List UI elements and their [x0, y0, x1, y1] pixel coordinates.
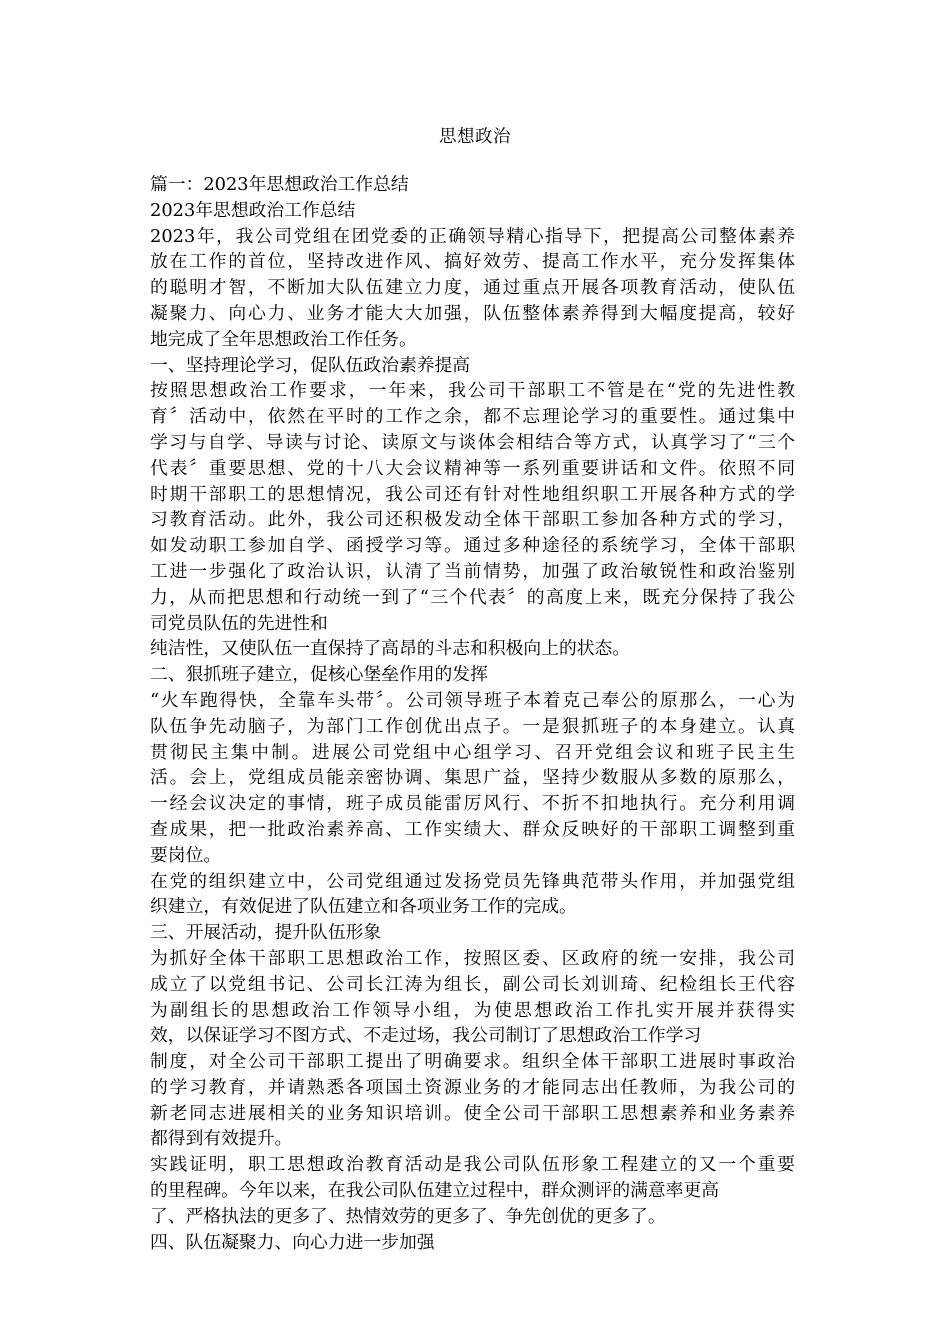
body-line: 二、狠抓班子建立，促核心堡垒作用的发挥	[150, 664, 488, 686]
body-line: 三、开展活动，提升队伍形象	[150, 922, 382, 944]
body-line: 司党员队伍的先进性和	[150, 612, 328, 634]
body-line: 为副组长的思想政治工作领导小组，为使思想政治工作扎实开展并获得实	[150, 999, 795, 1021]
body-line: 地完成了全年思想政治工作任务。	[150, 328, 417, 350]
body-line: 放在工作的首位，坚持改进作风、搞好效劳、提高工作水平，充分发挥集体	[150, 251, 795, 273]
body-line: 习教育活动。此外，我公司还积极发动全体干部职工参加各种方式的学习，	[150, 509, 795, 531]
body-line: 按照思想政治工作要求，一年来，我公司干部职工不管是在“党的先进性教	[150, 380, 795, 402]
body-line: 了、严格执法的更多了、热情效劳的更多了、争先创优的更多了。	[150, 1205, 666, 1227]
body-line: 要岗位。	[150, 844, 222, 866]
body-line: 如发动职工参加自学、函授学习等。通过多种途径的系统学习，全体干部职	[150, 535, 795, 557]
body-line: 育〞活动中，依然在平时的工作之余，都不忘理论学习的重要性。通过集中	[150, 406, 795, 428]
body-line: 的里程碑。今年以来，在我公司队伍建立过程中，群众测评的满意率更高	[150, 1180, 720, 1202]
body-line: 一经会议决定的事情，班子成员能雷厉风行、不折不扣地执行。充分利用调	[150, 793, 795, 815]
body-line: 制度，对全公司干部职工提出了明确要求。组织全体干部职工进展时事政治	[150, 1051, 795, 1073]
body-line: 织建立，有效促进了队伍建立和各项业务工作的完成。	[150, 896, 577, 918]
body-line: 代表〞重要思想、党的十八大会议精神等一系列重要讲话和文件。依照不同	[150, 457, 795, 479]
body-line: 活。会上，党组成员能亲密协调、集思广益，坚持少数服从多数的原那么，	[150, 767, 795, 789]
body-line: 工进一步强化了政治认识，认清了当前情势，加强了政治敏锐性和政治鉴别	[150, 560, 795, 582]
body-line: 凝聚力、向心力、业务才能大大加强，队伍整体素养得到大幅度提高，较好	[150, 302, 795, 324]
body-line: 2023年思想政治工作总结	[150, 199, 356, 221]
document-title: 思想政治	[439, 127, 511, 147]
body-line: 都得到有效提升。	[150, 1128, 293, 1150]
body-line: 篇一：2023年思想政治工作总结	[150, 174, 409, 195]
body-line: “火车跑得快，全靠车头带〞。公司领导班子本着克己奉公的原那么，一心为	[150, 689, 795, 711]
body-line: 贯彻民主集中制。进展公司党组中心组学习、召开党组会议和班子民主生	[150, 741, 795, 763]
body-line: 2023年，我公司党组在团党委的正确领导精心指导下，把提高公司整体素养	[150, 225, 795, 247]
body-line: 四、队伍凝聚力、向心力进一步加强	[150, 1231, 435, 1253]
body-line: 的学习教育，并请熟悉各项国土资源业务的才能同志出任教师，为我公司的	[150, 1076, 795, 1098]
document-body	[150, 172, 795, 1255]
body-line: 效，以保证学习不图方式、不走过场，我公司制订了思想政治工作学习	[150, 1025, 702, 1047]
body-line: 力，从而把思想和行动统一到了“三个代表〞的高度上来，既充分保持了我公	[150, 586, 795, 608]
body-line: 新老同志进展相关的业务知识培训。使全公司干部职工思想素养和业务素养	[150, 1102, 795, 1124]
body-line: 为抓好全体干部职工思想政治工作，按照区委、区政府的统一安排，我公司	[150, 947, 795, 969]
body-line: 时期干部职工的思想情况，我公司还有针对性地组织职工开展各种方式的学	[150, 483, 795, 505]
body-line: 在党的组织建立中，公司党组通过发扬党员先锋典范带头作用，并加强党组	[150, 870, 795, 892]
body-line: 纯洁性，又使队伍一直保持了高昂的斗志和积极向上的状态。	[150, 638, 631, 660]
body-line: 成立了以党组书记、公司长江涛为组长，副公司长刘训琦、纪检组长王代容	[150, 973, 795, 995]
body-line: 队伍争先动脑子，为部门工作创优出点子。一是狠抓班子的本身建立。认真	[150, 715, 795, 737]
body-line: 查成果，把一批政治素养高、工作实绩大、群众反映好的干部职工调整到重	[150, 818, 795, 840]
body-line: 的聪明才智，不断加大队伍建立力度，通过重点开展各项教育活动，使队伍	[150, 277, 795, 299]
body-line: 实践证明，职工思想政治教育活动是我公司队伍形象工程建立的又一个重要	[150, 1154, 795, 1176]
body-line: 学习与自学、导读与讨论、读原文与谈体会相结合等方式，认真学习了“三个	[150, 431, 795, 453]
body-line: 一、坚持理论学习，促队伍政治素养提高	[150, 354, 471, 376]
